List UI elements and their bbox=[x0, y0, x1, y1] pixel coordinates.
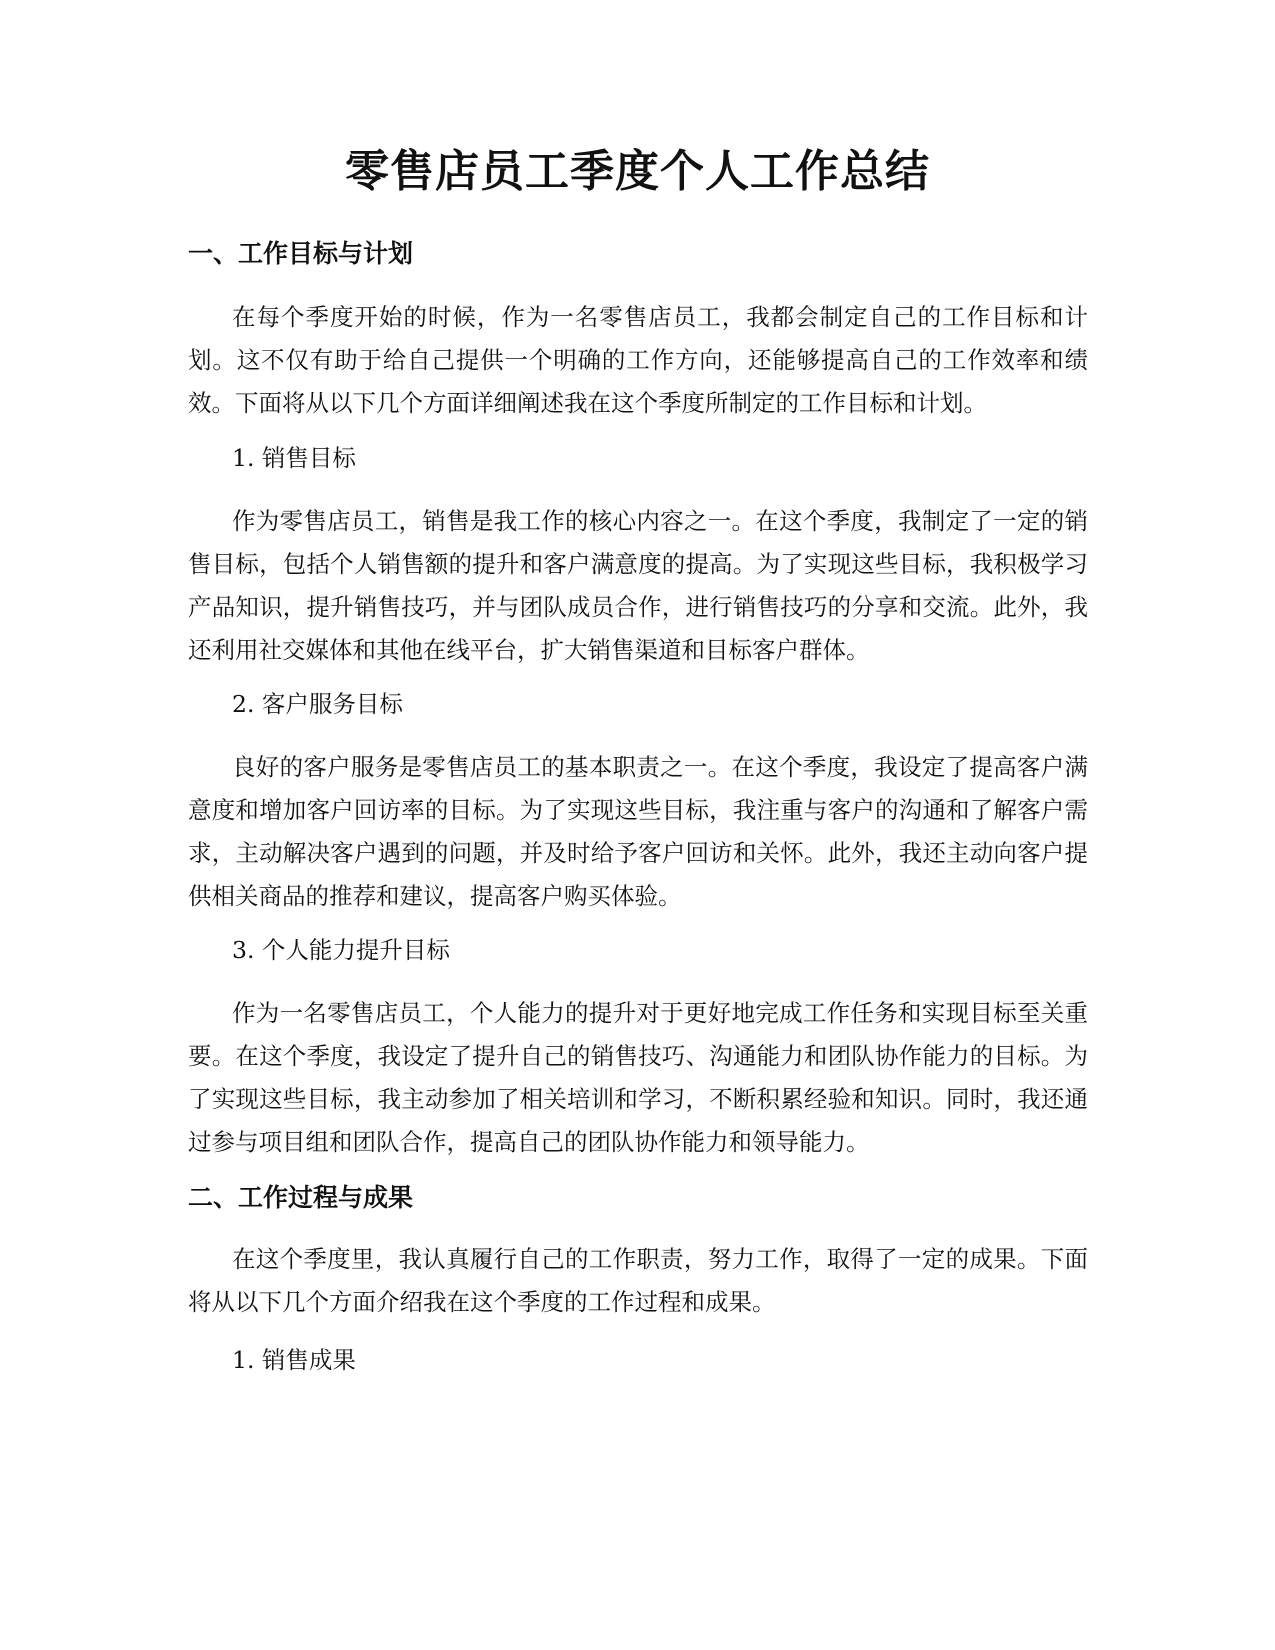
item-ability-goal-text: 作为一名零售店员工，个人能力的提升对于更好地完成工作任务和实现目标至关重要。在这个季度，我设定了提升自己的销售技巧、沟通能力和团队协作能力的目标。为了实现这些目标，我主动参加了相关培训和学习，不断积累经验和知识。同时，我还通过参与项目组和团队合作，提高自己的团队协作能力和领导能力。 bbox=[188, 999, 1088, 1156]
section-heading-process: 二、工作过程与成果 bbox=[188, 1183, 414, 1212]
item-sales-goal-text: 作为零售店员工，销售是我工作的核心内容之一。在这个季度，我制定了一定的销售目标，包括个人销售额的提升和客户满意度的提高。为了实现这些目标，我积极学习产品知识，提升销售技巧，并与团队成员合作，进行销售技巧的分享和交流。此外，我还利用社交媒体和其他在线平台，扩大销售渠道和目标客户群体。 bbox=[188, 507, 1088, 664]
item-ability-goal-title: 3. 个人能力提升目标 bbox=[232, 936, 450, 964]
document-title: 零售店员工季度个人工作总结 bbox=[345, 146, 930, 197]
section-heading-goals: 一、工作目标与计划 bbox=[188, 239, 414, 268]
section-goals-intro: 在每个季度开始的时候，作为一名零售店员工，我都会制定自己的工作目标和计划。这不仅有助于给自己提供一个明确的工作方向，还能够提高自己的工作效率和绩效。下面将从以下几个方面详细阐述我在这个季度所制定的工作目标和计划。 bbox=[188, 303, 1088, 417]
item-sales-result-title: 1. 销售成果 bbox=[232, 1346, 356, 1374]
item-service-goal-text: 良好的客户服务是零售店员工的基本职责之一。在这个季度，我设定了提高客户满意度和增加客户回访率的目标。为了实现这些目标，我注重与客户的沟通和了解客户需求，主动解决客户遇到的问题，并及时给予客户回访和关怀。此外，我还主动向客户提供相关商品的推荐和建议，提高客户购买体验。 bbox=[188, 753, 1088, 910]
item-service-goal-title: 2. 客户服务目标 bbox=[232, 690, 403, 718]
item-sales-goal-title: 1. 销售目标 bbox=[232, 444, 356, 472]
section-process-intro: 在这个季度里，我认真履行自己的工作职责，努力工作，取得了一定的成果。下面将从以下几个方面介绍我在这个季度的工作过程和成果。 bbox=[188, 1245, 1088, 1316]
